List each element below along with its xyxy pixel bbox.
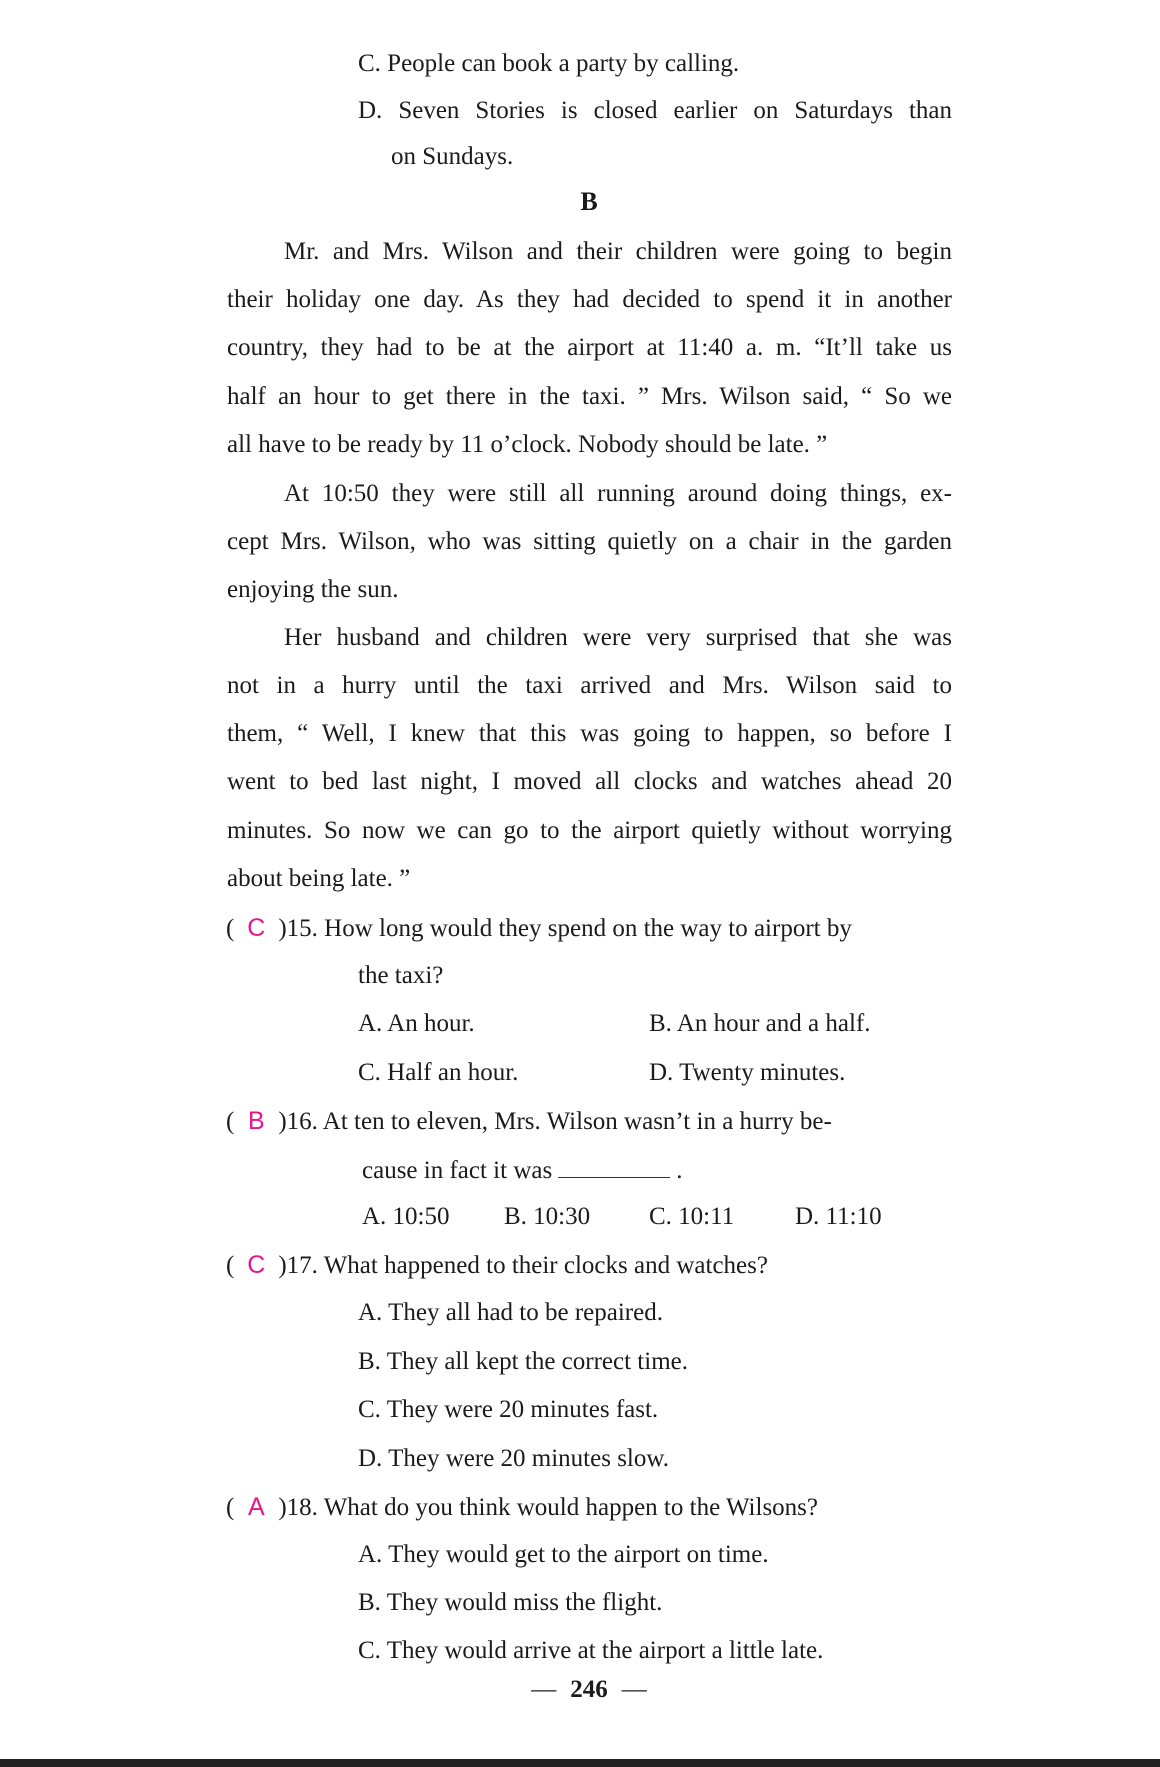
passage-line: cept Mrs. Wilson, who was sitting quietly on a chair in the garden [227, 528, 952, 555]
question-15-stem-cont: the taxi? [358, 962, 444, 989]
passage-line: their holiday one day. As they had decided to spend it in another [227, 286, 952, 313]
passage-line: went to bed last night, I moved all clocks and watches ahead 20 [227, 768, 952, 795]
question-15-option-a: A. An hour. [358, 1010, 475, 1037]
passage-line: Her husband and children were very surprised that she was [284, 624, 952, 651]
passage-line: all have to be ready by 11 o’clock. Nobody should be late. ” [227, 431, 828, 458]
prev-option-d: D. Seven Stories is closed earlier on Saturdays than [358, 97, 952, 124]
question-17-option-a: A. They all had to be repaired. [358, 1299, 663, 1326]
question-17-option-b: B. They all kept the correct time. [358, 1348, 688, 1375]
question-17-stem: ( C )17. What happened to their clocks and watches? [226, 1247, 768, 1284]
passage-line: minutes. So now we can go to the airport quietly without worrying [227, 817, 952, 844]
prev-option-d-cont: on Sundays. [391, 143, 514, 170]
question-15-text: )15. How long would they spend on the way to airport by [278, 915, 852, 942]
passage-line: enjoying the sun. [227, 576, 399, 603]
answer-15: C [247, 914, 266, 942]
passage-line: about being late. ” [227, 865, 411, 892]
answer-blank [558, 1151, 670, 1178]
question-15-option-c: C. Half an hour. [358, 1059, 519, 1086]
answer-17: C [247, 1251, 266, 1279]
answer-16: B [247, 1107, 265, 1135]
passage-line: half an hour to get there in the taxi. ” Mrs. Wilson said, “ So we [227, 383, 952, 410]
page-dash-left: — [531, 1676, 557, 1703]
bottom-edge-bar [0, 1759, 1160, 1767]
question-16-stem-cont-text: cause in fact it was [362, 1157, 553, 1184]
question-17-text: )17. What happened to their clocks and watches? [278, 1252, 768, 1279]
passage-line: Mr. and Mrs. Wilson and their children were going to begin [284, 238, 952, 265]
question-18-stem: ( A )18. What do you think would happen to the Wilsons? [226, 1489, 818, 1526]
question-18-text: )18. What do you think would happen to the Wilsons? [278, 1494, 819, 1521]
question-16-option-b: B. 10:30 [504, 1203, 591, 1230]
page-number-value: 246 [570, 1676, 608, 1703]
answer-18: A [247, 1493, 265, 1521]
passage-line: them, “ Well, I knew that this was going to happen, so before I [227, 720, 952, 747]
passage-line: country, they had to be at the airport at 11:40 a. m. “It’ll take us [227, 334, 952, 361]
passage-line: not in a hurry until the taxi arrived and Mrs. Wilson said to [227, 672, 952, 699]
section-title: B [580, 187, 598, 216]
question-16-text: )16. At ten to eleven, Mrs. Wilson wasn’t in a hurry be- [278, 1108, 832, 1135]
question-16-option-c: C. 10:11 [649, 1203, 735, 1230]
question-15-option-b: B. An hour and a half. [649, 1010, 871, 1037]
question-17-option-c: C. They were 20 minutes fast. [358, 1396, 659, 1423]
question-16-stem-end: . [676, 1157, 683, 1184]
question-18-option-c: C. They would arrive at the airport a little late. [358, 1637, 824, 1664]
page-dash-right: — [621, 1676, 647, 1703]
question-18-option-b: B. They would miss the flight. [358, 1589, 663, 1616]
question-15-stem: ( C )15. How long would they spend on the way to airport by [226, 910, 852, 947]
question-15-option-d: D. Twenty minutes. [649, 1059, 846, 1086]
page-number [0, 1672, 1160, 1708]
prev-option-c: C. People can book a party by calling. [358, 50, 740, 77]
question-16-stem: ( B )16. At ten to eleven, Mrs. Wilson wasn’t in a hurry be- [226, 1103, 832, 1140]
question-16-option-d: D. 11:10 [795, 1203, 882, 1230]
question-17-option-d: D. They were 20 minutes slow. [358, 1445, 670, 1472]
passage-line: At 10:50 they were still all running around doing things, ex- [284, 480, 952, 507]
question-16-stem-cont [362, 1151, 682, 1189]
question-16-option-a: A. 10:50 [362, 1203, 450, 1230]
question-18-option-a: A. They would get to the airport on time. [358, 1541, 769, 1568]
